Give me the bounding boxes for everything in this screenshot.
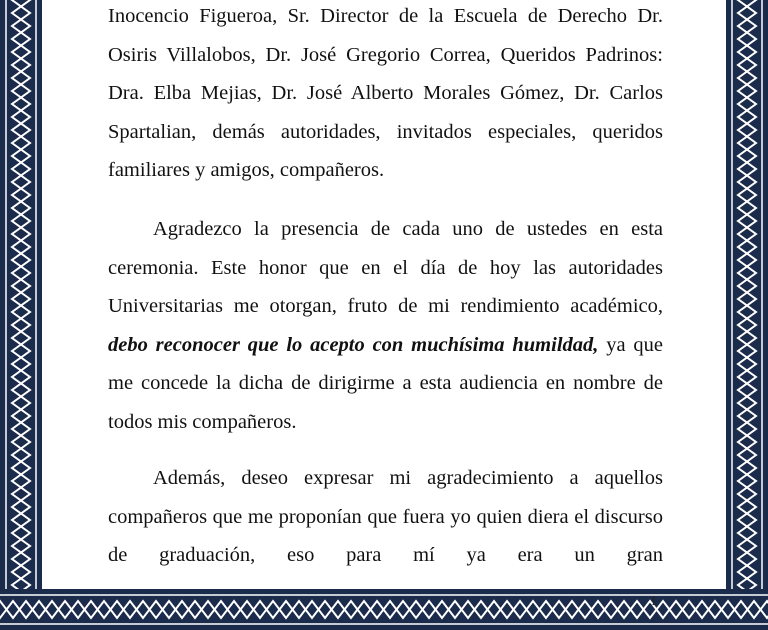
document-page — [42, 0, 726, 609]
paragraph-gratitude-emphasis: debo reconocer que lo acepto con muchísima humildad, — [108, 333, 599, 356]
page-number: 1 — [650, 594, 657, 609]
decorative-border-left — [0, 0, 42, 630]
decorative-border-right — [726, 0, 768, 630]
paragraph-acknowledgement-container — [108, 459, 663, 577]
zigzag-border-pattern-left — [0, 0, 42, 630]
paragraph-acknowledgement: Además, deseo expresar mi agradecimiento a aquellos compañeros que me proponían que fuera yo quien diera el discurso de graduación, eso para mí ya era un gran — [108, 467, 663, 566]
paragraph-gratitude-text: Agradezco la presencia de cada uno de ustedes en esta ceremonia. Este honor que en el día de hoy las autoridades Universitarias me otorgan, fruto de mi rendimiento académico, — [108, 218, 663, 317]
paragraph-salutation: Inocencio Figueroa, Sr. Director de la Escuela de Derecho Dr. Osiris Villalobos, Dr. José Gregorio Correa, Queridos Padrinos: Dra. Elba Mejias, Dr. José Alberto Morales Gómez, Dr. Carlos Spartalian, demás autoridades, invitados especiales, queridos familiares y amigos, compañeros. — [108, 5, 663, 181]
paragraph-gratitude — [108, 210, 663, 441]
paragraph-gratitude-continuation: ya que me concede la dicha de dirigirme a esta audiencia en nombre de todos mis compañeros. — [108, 333, 663, 433]
zigzag-border-pattern-right — [726, 0, 768, 630]
